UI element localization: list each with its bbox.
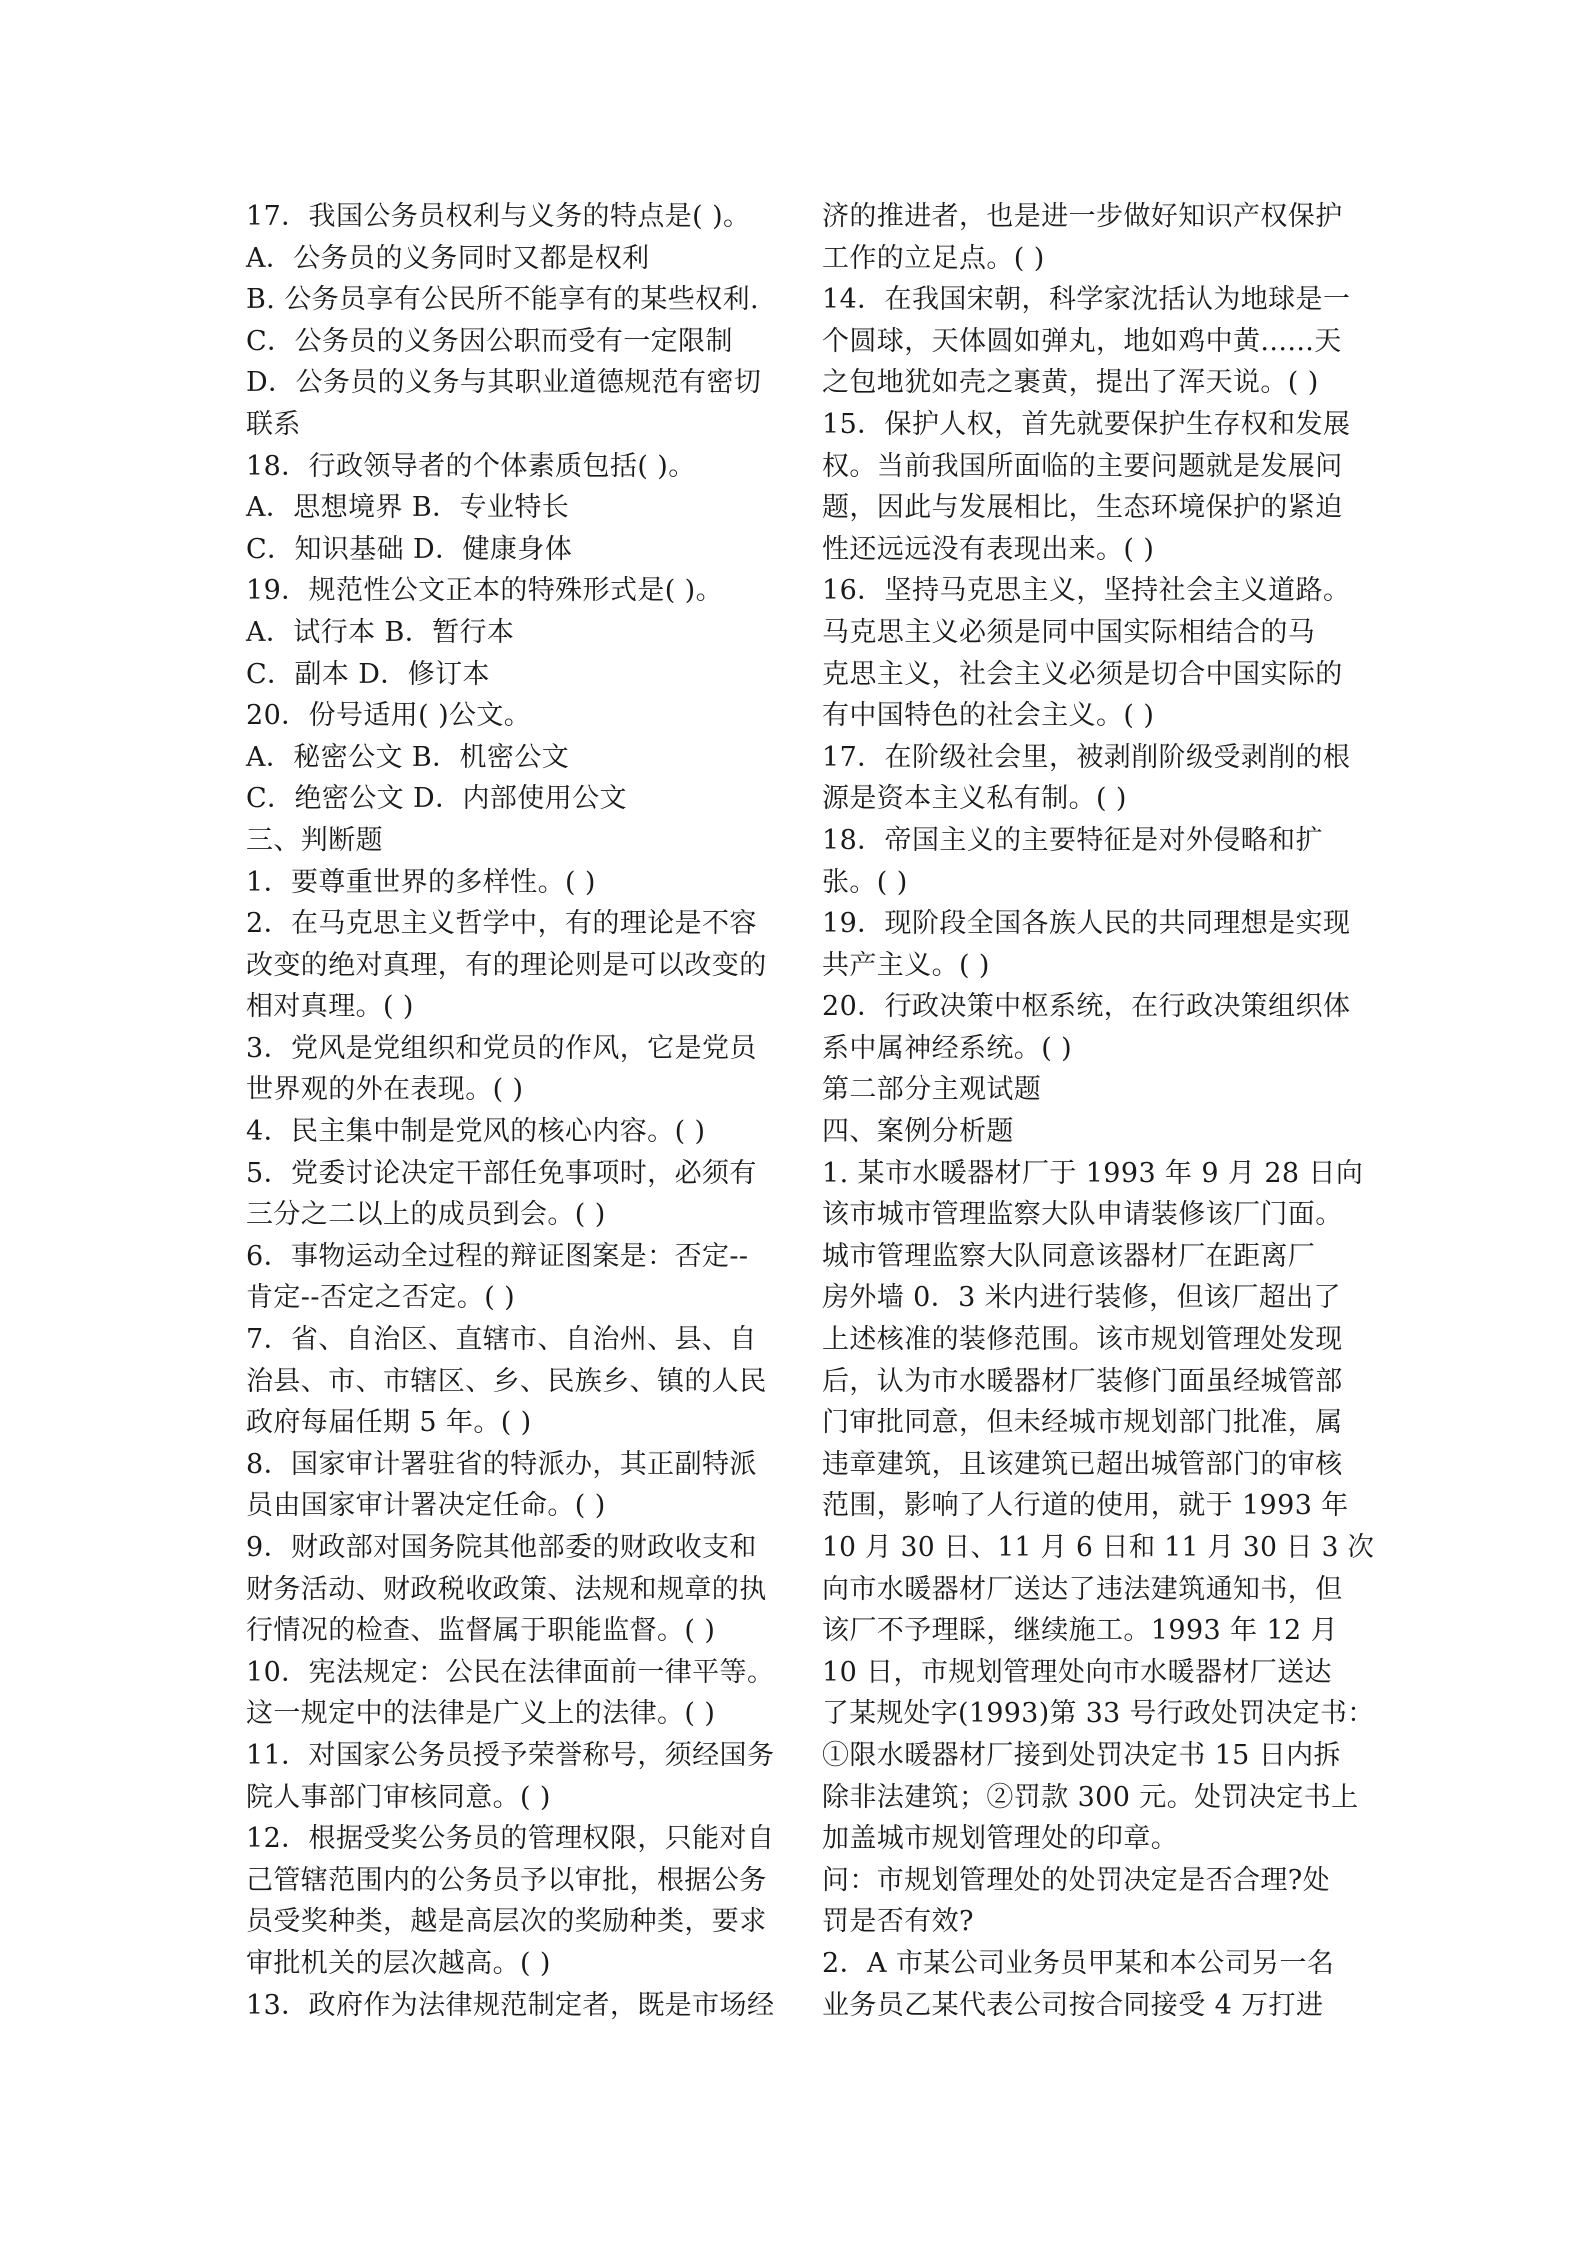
text-line: A．公务员的义务同时又都是权利 <box>246 242 650 274</box>
text-line: 1. 某市水暖器材厂于 1993 年 9 月 28 日向 <box>822 1157 1364 1189</box>
text-line: 世界观的外在表现。( ) <box>246 1074 524 1106</box>
text-line: 13．政府作为法律规范制定者，既是市场经 <box>246 1989 775 2021</box>
text-line: 马克思主义必须是同中国实际相结合的马 <box>822 616 1316 648</box>
text-line: 7．省、自治区、直辖市、自治州、县、自 <box>246 1324 757 1356</box>
text-line: 房外墙 0．3 米内进行装修，但该厂超出了 <box>822 1282 1341 1314</box>
text-line: 后，认为市水暖器材厂装修门面虽经城管部 <box>822 1365 1343 1397</box>
text-line: 了某规处字(1993)第 33 号行政处罚决定书： <box>822 1698 1375 1730</box>
text-line: 这一规定中的法律是广义上的法律。( ) <box>246 1698 716 1730</box>
text-line: 员由国家审计署决定任命。( ) <box>246 1490 606 1522</box>
text-line: C．绝密公文 D．内部使用公文 <box>246 783 627 815</box>
text-line: 20．份号适用( )公文。 <box>246 700 532 732</box>
text-line: 工作的立足点。( ) <box>822 242 1045 274</box>
text-line: 有中国特色的社会主义。( ) <box>822 700 1155 732</box>
text-line: 联系 <box>246 408 301 440</box>
text-line: A．秘密公文 B．机密公文 <box>246 741 570 773</box>
text-line: 19．现阶段全国各族人民的共同理想是实现 <box>822 908 1351 940</box>
text-line: 除非法建筑；②罚款 300 元。处罚决定书上 <box>822 1781 1359 1813</box>
text-line: 向市水暖器材厂送达了违法建筑通知书，但 <box>822 1573 1343 1605</box>
text-line: 1．要尊重世界的多样性。( ) <box>246 866 596 898</box>
text-line: 16．坚持马克思主义，坚持社会主义道路。 <box>822 575 1351 607</box>
text-line: 上述核准的装修范围。该市规划管理处发现 <box>822 1324 1343 1356</box>
text-line: A．试行本 B．暂行本 <box>246 616 515 648</box>
text-line: 5．党委讨论决定干部任免事项时，必须有 <box>246 1157 757 1189</box>
text-line: 20．行政决策中枢系统，在行政决策组织体 <box>822 991 1351 1023</box>
text-line: 题，因此与发展相比，生态环境保护的紧迫 <box>822 492 1343 524</box>
text-line: 3．党风是党组织和党员的作风，它是党员 <box>246 1032 757 1064</box>
text-line: 三分之二以上的成员到会。( ) <box>246 1199 606 1231</box>
text-line: A．思想境界 B．专业特长 <box>246 492 570 524</box>
text-line: 14．在我国宋朝，科学家沈括认为地球是一 <box>822 284 1351 316</box>
text-line: 院人事部门审核同意。( ) <box>246 1781 551 1813</box>
text-line: ①限水暖器材厂接到处罚决定书 15 日内拆 <box>822 1739 1341 1771</box>
text-line: 共产主义。( ) <box>822 949 990 981</box>
text-line: 17．在阶级社会里，被剥削阶级受剥削的根 <box>822 741 1351 773</box>
text-line: 该市城市管理监察大队申请装修该厂门面。 <box>822 1199 1343 1231</box>
text-line: 12．根据受奖公务员的管理权限，只能对自 <box>246 1823 775 1855</box>
text-line: 系中属神经系统。( ) <box>822 1032 1073 1064</box>
text-line: 己管辖范围内的公务员予以审批，根据公务 <box>246 1864 767 1896</box>
text-line: 三、判断题 <box>246 824 383 856</box>
text-line: 门审批同意，但未经城市规划部门批准，属 <box>822 1407 1343 1439</box>
text-line: 四、案例分析题 <box>822 1116 1014 1148</box>
text-line: 10 日，市规划管理处向市水暖器材厂送达 <box>822 1656 1332 1688</box>
text-line: 相对真理。( ) <box>246 991 414 1023</box>
text-line: 范围，影响了人行道的使用，就于 1993 年 <box>822 1490 1349 1522</box>
text-line: 18．行政领导者的个体素质包括( )。 <box>246 450 696 482</box>
text-line: 4．民主集中制是党风的核心内容。( ) <box>246 1116 706 1148</box>
text-line: 11．对国家公务员授予荣誉称号，须经国务 <box>246 1739 775 1771</box>
text-line: 17．我国公务员权利与义务的特点是( )。 <box>246 201 751 232</box>
text-line: 性还远远没有表现出来。( ) <box>822 533 1155 565</box>
text-line: 加盖城市规划管理处的印章。 <box>822 1823 1179 1855</box>
text-line: 2．在马克思主义哲学中，有的理论是不容 <box>246 908 757 940</box>
text-line: 审批机关的层次越高。( ) <box>246 1947 551 1979</box>
text-line: 10 月 30 日、11 月 6 日和 11 月 30 日 3 次 <box>822 1532 1375 1563</box>
text-line: 18．帝国主义的主要特征是对外侵略和扩 <box>822 824 1323 856</box>
text-line: 权。当前我国所面临的主要问题就是发展问 <box>822 450 1343 482</box>
right-column <box>822 196 1374 2026</box>
text-line: 之包地犹如壳之裹黄，提出了浑天说。( ) <box>822 367 1319 399</box>
text-line: C．知识基础 D．健康身体 <box>246 533 573 565</box>
text-line: 问：市规划管理处的处罚决定是否合理?处 <box>822 1864 1331 1896</box>
left-column <box>246 196 798 2026</box>
text-line: B. 公务员享有公民所不能享有的某些权利. <box>246 284 759 316</box>
text-line: 治县、市、市辖区、乡、民族乡、镇的人民 <box>246 1365 767 1397</box>
text-line: 19．规范性公文正本的特殊形式是( )。 <box>246 575 724 607</box>
text-line: 张。( ) <box>822 866 908 898</box>
text-line: 财务活动、财政税收政策、法规和规章的执 <box>246 1573 767 1605</box>
text-line: 罚是否有效? <box>822 1906 974 1938</box>
text-line: C．公务员的义务因公职而受有一定限制 <box>246 325 733 357</box>
text-line: 违章建筑，且该建筑已超出城管部门的审核 <box>822 1448 1343 1480</box>
text-line: 2．A 市某公司业务员甲某和本公司另一名 <box>822 1947 1335 1979</box>
text-line: 第二部分主观试题 <box>822 1074 1042 1106</box>
text-line: 8．国家审计署驻省的特派办，其正副特派 <box>246 1448 757 1480</box>
text-line: 个圆球，天体圆如弹丸，地如鸡中黄......天 <box>822 325 1342 357</box>
text-line: C．副本 D．修订本 <box>246 658 490 690</box>
text-line: 员受奖种类，越是高层次的奖励种类，要求 <box>246 1906 767 1938</box>
text-line: 该厂不予理睬，继续施工。1993 年 12 月 <box>822 1615 1339 1647</box>
text-line: 克思主义，社会主义必须是切合中国实际的 <box>822 658 1343 690</box>
text-line: 源是资本主义私有制。( ) <box>822 783 1127 815</box>
text-line: 6．事物运动全过程的辩证图案是：否定-- <box>246 1240 749 1272</box>
text-line: 肯定--否定之否定。( ) <box>246 1282 516 1314</box>
text-line: 10．宪法规定：公民在法律面前一律平等。 <box>246 1656 775 1688</box>
text-line: 政府每届任期 5 年。( ) <box>246 1407 532 1439</box>
text-line: 济的推进者，也是进一步做好知识产权保护 <box>822 201 1343 232</box>
text-line: 15．保护人权，首先就要保护生存权和发展 <box>822 408 1351 440</box>
text-line: D．公务员的义务与其职业道德规范有密切 <box>246 367 762 399</box>
text-line: 业务员乙某代表公司按合同接受 4 万打进 <box>822 1989 1324 2021</box>
text-line: 行情况的检查、监督属于职能监督。( ) <box>246 1615 716 1647</box>
text-line: 城市管理监察大队同意该器材厂在距离厂 <box>822 1240 1316 1272</box>
text-line: 9．财政部对国务院其他部委的财政收支和 <box>246 1532 757 1563</box>
text-line: 改变的绝对真理，有的理论则是可以改变的 <box>246 949 767 981</box>
